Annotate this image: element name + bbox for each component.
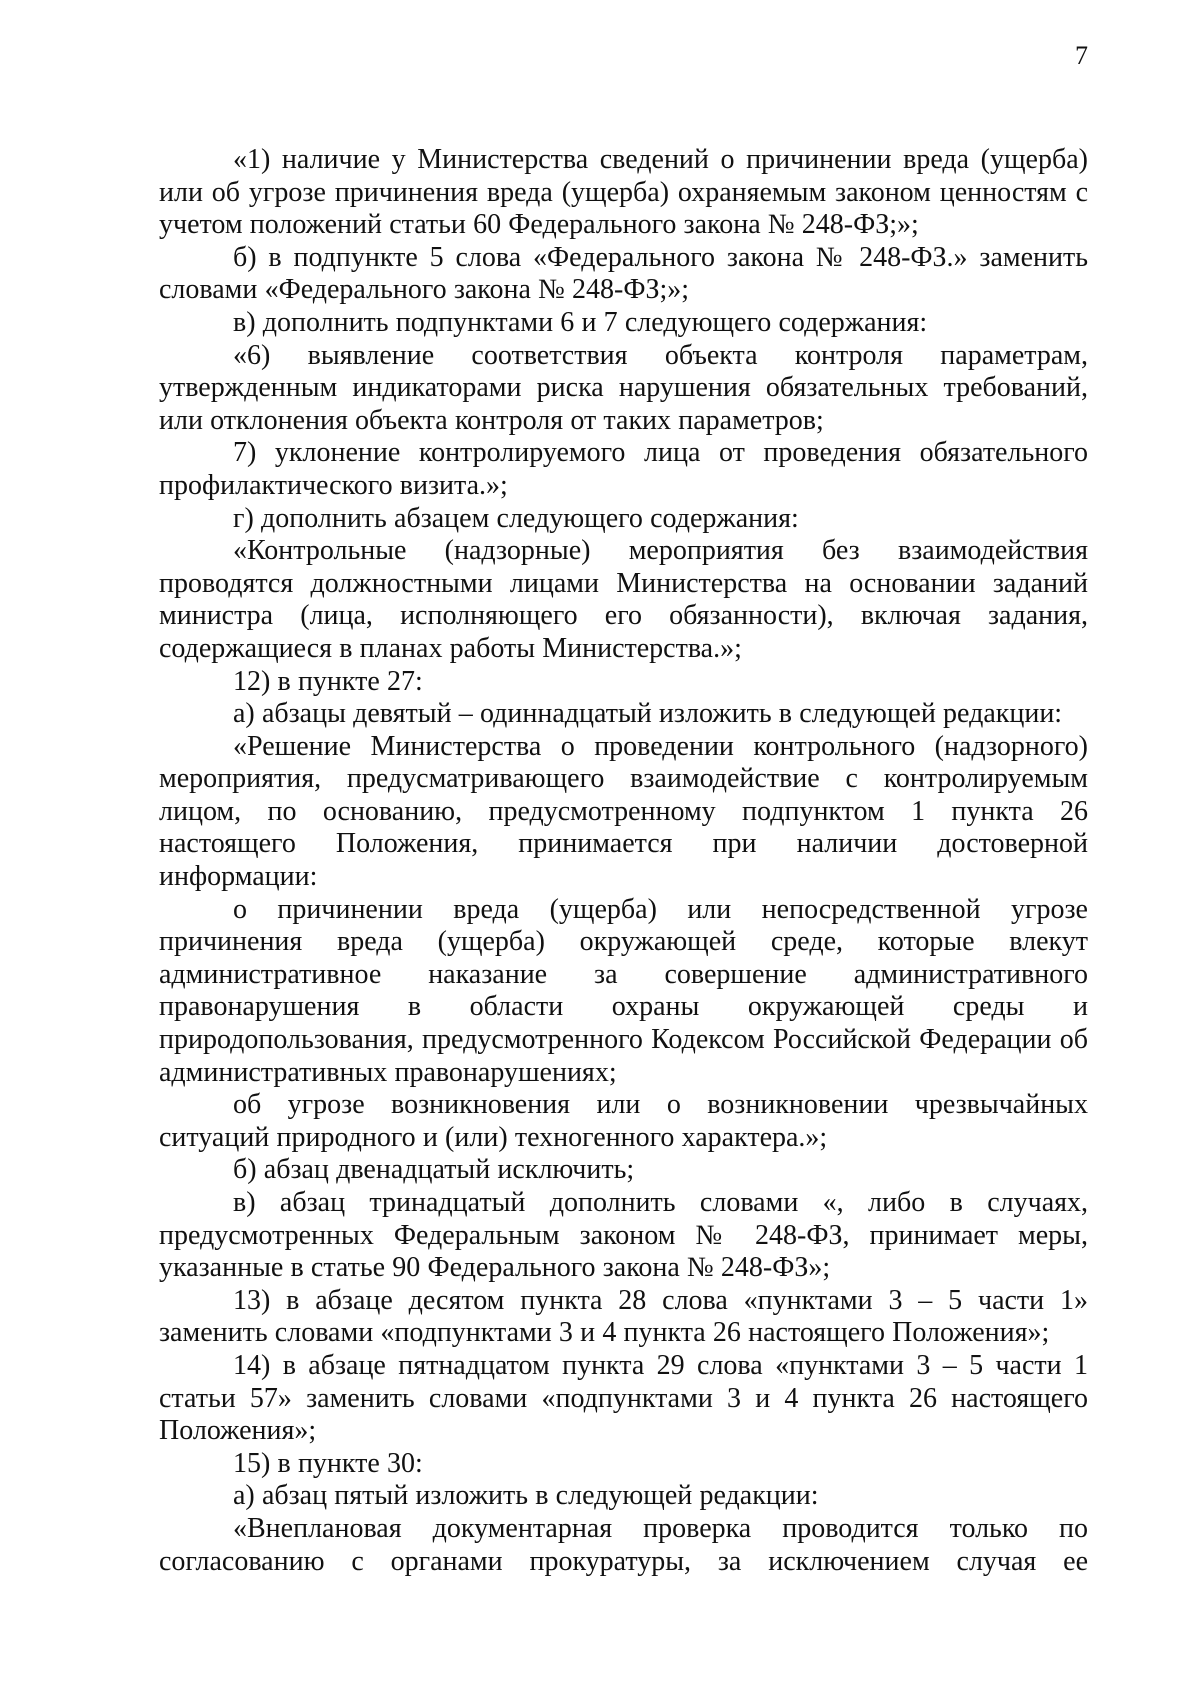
page-number: 7 [1075,41,1088,70]
paragraph: г) дополнить абзацем следующего содержания: [233,502,799,534]
paragraph: б) в подпункте 5 слова «Федерального закона № 248-ФЗ.» заменить словами «Федерального закона № 248-ФЗ;»; [159,241,1088,306]
paragraph: в) абзац тринадцатый дополнить словами «, либо в случаях, предусмотренных Федеральным законом № 248-ФЗ, принимает меры, указанные в статье 90 Федерального закона № 248-ФЗ»; [159,1187,1088,1284]
paragraph: а) абзац пятый изложить в следующей редакции: [233,1480,819,1512]
paragraph: «Решение Министерства о проведении контрольного (надзорного) мероприятия, предусматривающего взаимодействие с контролируемым лицом, по основанию, предусмотренному подпунктом 1 пункта 26 настоящего Положения, принимается при наличии достоверной информации: [159,730,1088,893]
paragraph: «6) выявление соответствия объекта контроля параметрам, утвержденным индикаторами риска нарушения обязательных требований, или отклонения объекта контроля от таких параметров; [159,339,1088,436]
paragraph: 13) в абзаце десятом пункта 28 слова «пунктами 3 – 5 части 1» заменить словами «подпунктами 3 и 4 пункта 26 настоящего Положения»; [159,1284,1088,1349]
document-body [159,144,1088,1578]
paragraph: о причинении вреда (ущерба) или непосредственной угрозе причинения вреда (ущерба) окружающей среде, которые влекут административное наказание за совершение административного правонарушения в области охраны окружающей среды и природопользования, предусмотренного Кодексом Российской Федерации об административных правонарушениях; [159,893,1088,1088]
paragraph: 7) уклонение контролируемого лица от проведения обязательного профилактического визита.»; [159,437,1088,501]
paragraph: «Контрольные (надзорные) мероприятия без взаимодействия проводятся должностными лицами Министерства на основании заданий министра (лица, исполняющего его обязанности), включая задания, содержащиеся в планах работы Министерства.»; [159,535,1088,664]
paragraph: «Внеплановая документарная проверка проводится только по согласованию с органами прокуратуры, за исключением случая ее [159,1512,1088,1577]
paragraph: об угрозе возникновения или о возникновении чрезвычайных ситуаций природного и (или) техногенного характера.»; [159,1089,1088,1153]
paragraph: 12) в пункте 27: [233,665,423,697]
paragraph: в) дополнить подпунктами 6 и 7 следующего содержания: [233,306,928,338]
paragraph: 15) в пункте 30: [233,1447,423,1479]
paragraph: а) абзацы девятый – одиннадцатый изложить в следующей редакции: [233,698,1063,730]
paragraph: 14) в абзаце пятнадцатом пункта 29 слова «пунктами 3 – 5 части 1 статьи 57» заменить словами «подпунктами 3 и 4 пункта 26 настоящего Положения»; [159,1349,1088,1447]
paragraph: б) абзац двенадцатый исключить; [233,1154,635,1186]
paragraph: «1) наличие у Министерства сведений о причинении вреда (ущерба) или об угрозе причинения вреда (ущерба) охраняемым законом ценностям с учетом положений статьи 60 Федерального закона № 248-ФЗ;»; [159,144,1088,241]
